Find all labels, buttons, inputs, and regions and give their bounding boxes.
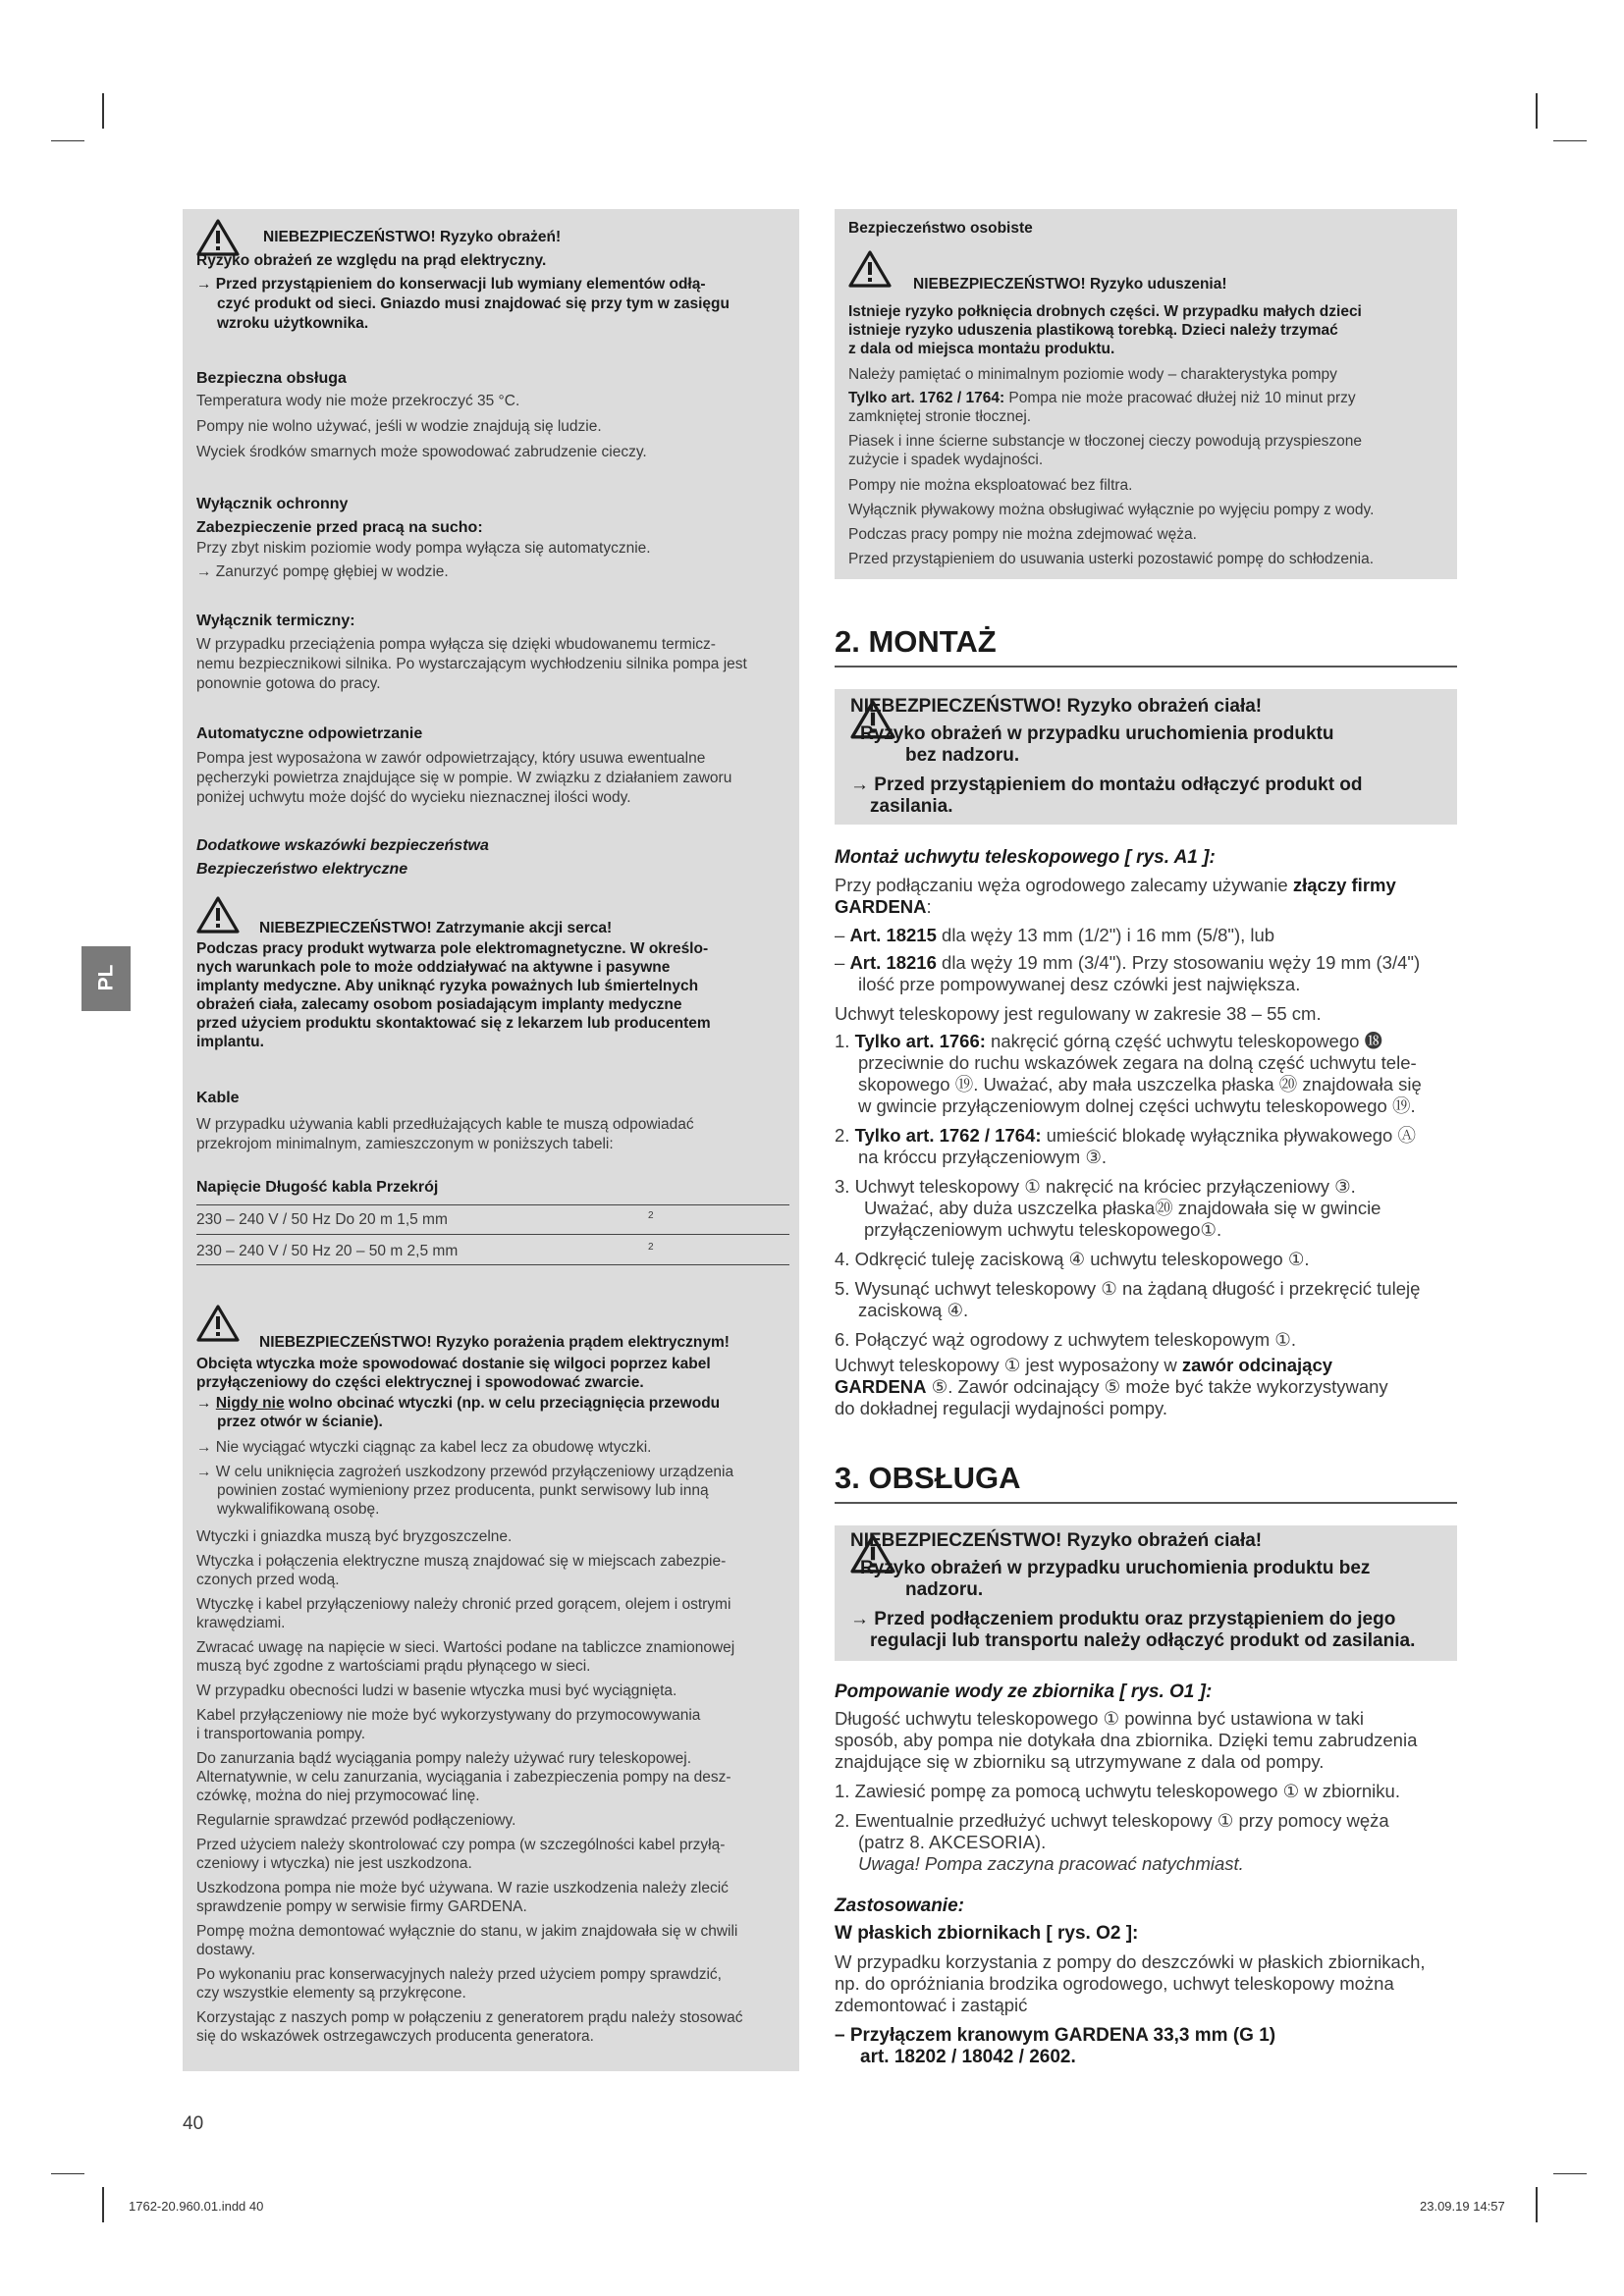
section-heading: Wyłącznik ochronny (196, 496, 349, 512)
footer-date: 23.09.19 14:57 (1420, 2199, 1505, 2214)
body-text: Wtyczkę i kabel przyłączeniowy należy chronić przed gorącem, olejem i ostrymi (196, 1596, 731, 1613)
subsection-heading: Montaż uchwytu teleskopowego [ rys. A1 ]: (835, 847, 1216, 868)
warning-text: → Przed podłączeniem produktu oraz przystąpieniem do jego (850, 1609, 1396, 1629)
step: 3. Uchwyt teleskopowy ① nakręcić na króciec przyłączeniowy ③. (835, 1176, 1356, 1197)
body-text: Wyłącznik pływakowy można obsługiwać wyłącznie po wyjęciu pompy z wody. (848, 502, 1375, 518)
body-text: Uchwyt teleskopowy jest regulowany w zakresie 38 – 55 cm. (835, 1003, 1322, 1024)
warning-title: NIEBEZPIECZEŃSTWO! Ryzyko uduszenia! (913, 276, 1227, 293)
warning-text: Ryzyko obrażeń w przypadku uruchomienia produktu bez (860, 1558, 1371, 1578)
superscript: 2 (648, 1210, 654, 1221)
body-text: → Nie wyciągać wtyczki ciągnąc za kabel lecz za obudowę wtyczki. (196, 1439, 652, 1456)
body-text: pęcherzyki powietrza znajdujące się w pompie. W związku z działaniem zaworu (196, 770, 732, 786)
section-subheading: Zabezpieczenie przed pracą na sucho: (196, 519, 483, 536)
body-text: Wtyczka i połączenia elektryczne muszą znajdować się w miejscach zabezpie- (196, 1553, 727, 1570)
body-text: przekrojom minimalnym, zamieszczonym w poniższych tabeli: (196, 1136, 614, 1152)
section-rule (835, 666, 1457, 667)
warning-title: NIEBEZPIECZEŃSTWO! Ryzyko obrażeń! (263, 229, 562, 245)
warning-text: implanty medyczne. Aby uniknąć ryzyka poważnych lub śmiertelnych (196, 978, 699, 994)
step: 2. Tylko art. 1762 / 1764: umieścić blokadę wyłącznika pływakowego Ⓐ (835, 1125, 1416, 1146)
body-text: krawędziami. (196, 1615, 286, 1631)
subsection-heading: Pompowanie wody ze zbiornika [ rys. O1 ]: (835, 1682, 1213, 1702)
section-rule (835, 1502, 1457, 1504)
warning-text: implantu. (196, 1034, 264, 1050)
body-text: Długość uchwytu teleskopowego ① powinna być ustawiona w taki (835, 1708, 1364, 1729)
body-text: dostawy. (196, 1942, 256, 1958)
warning-text: Ryzyko obrażeń w przypadku uruchomienia produktu (860, 723, 1334, 744)
body-text: czeniowy i wtyczka) nie jest uszkodzona. (196, 1855, 472, 1872)
body-text: Uszkodzona pompa nie może być używana. W razie uszkodzenia należy zlecić (196, 1880, 729, 1896)
warning-text: nadzoru. (905, 1579, 984, 1600)
body-text: np. do opróżniania brodzika ogrodowego, uchwyt teleskopowy można (835, 1973, 1394, 1994)
body-text: sposób, aby pompa nie dotykała dna zbiornika. Dzięki temu zabrudzenia (835, 1730, 1418, 1750)
crop-mark (1553, 2173, 1587, 2174)
step: 6. Połączyć wąż ogrodowy z uchwytem teleskopowym ①. (835, 1329, 1297, 1350)
warning-text: Ryzyko obrażeń ze względu na prąd elektryczny. (196, 252, 547, 269)
body-text: czonych przed wodą. (196, 1572, 340, 1588)
table-rule (196, 1264, 789, 1265)
body-text: Pompy nie wolno używać, jeśli w wodzie znajdują się ludzie. (196, 418, 602, 435)
body-text: wykwalifikowaną osobę. (217, 1501, 380, 1518)
warning-text: nych warunkach pole to może oddziaływać na aktywne i pasywne (196, 959, 671, 976)
section-heading: Automatyczne odpowietrzanie (196, 725, 423, 742)
body-text: Pompy nie można eksploatować bez filtra. (848, 477, 1133, 494)
body-text: W przypadku przeciążenia pompa wyłącza się dzięki wbudowanemu termicz- (196, 636, 716, 653)
body-text: Temperatura wody nie może przekroczyć 35 °C. (196, 393, 520, 409)
subsection-heading: W płaskich zbiornikach [ rys. O2 ]: (835, 1923, 1139, 1944)
warning-triangle-icon (196, 1304, 240, 1343)
step: zaciskową ④. (858, 1300, 969, 1320)
body-text: Przy podłączaniu węża ogrodowego zalecamy używanie złączy firmy (835, 875, 1396, 895)
body-text: czy wszystkie elementy są przykręcone. (196, 1985, 466, 2002)
body-text: muszą być zgodne z wartościami prądu płynącego w sieci. (196, 1658, 591, 1675)
step: 4. Odkręcić tuleję zaciskową ④ uchwytu teleskopowego ①. (835, 1249, 1310, 1269)
body-text: się do wskazówek ostrzegawczych producenta generatora. (196, 2028, 594, 2045)
warning-text: → Przed przystąpieniem do montażu odłączyć produkt od (850, 774, 1363, 795)
note: Uwaga! Pompa zaczyna pracować natychmiast. (858, 1853, 1244, 1874)
language-tab (81, 946, 131, 1011)
body-text: Uchwyt teleskopowy ① jest wyposażony w zawór odcinający (835, 1355, 1333, 1375)
warning-text: → Nigdy nie wolno obcinać wtyczki (np. w celu przeciągnięcia przewodu (196, 1395, 721, 1412)
body-text: Pompa jest wyposażona w zawór odpowietrzający, który usuwa ewentualne (196, 750, 706, 767)
body-text: Przed użyciem należy skontrolować czy pompa (w szczególności kabel przyłą- (196, 1837, 726, 1853)
warning-title: NIEBEZPIECZEŃSTWO! Zatrzymanie akcji serca! (259, 920, 613, 936)
list-item: – Art. 18216 dla węży 19 mm (3/4"). Przy stosowaniu węży 19 mm (3/4") (835, 952, 1421, 973)
crop-mark (51, 140, 84, 141)
body-text: Do zanurzania bądź wyciągania pompy należy używać rury teleskopowej. (196, 1750, 692, 1767)
warning-text: wzroku użytkownika. (217, 315, 369, 332)
warning-text: obrażeń ciała, zalecamy osobom posiadającym implanty medyczne (196, 996, 682, 1013)
warning-text: zasilania. (870, 796, 953, 817)
section-heading: Wyłącznik termiczny: (196, 613, 355, 629)
body-text: ponownie gotowa do pracy. (196, 675, 381, 692)
body-text: → Zanurzyć pompę głębiej w wodzie. (196, 563, 449, 580)
crop-mark (51, 2173, 84, 2174)
body-text: zużycie i spadek wydajności. (848, 452, 1044, 468)
body-text: powinien zostać wymieniony przez producenta, punkt serwisowy lub inną (217, 1482, 709, 1499)
table-row: 230 – 240 V / 50 Hz 20 – 50 m 2,5 mm (196, 1243, 459, 1259)
body-text: do dokładnej regulacji wydajności pompy. (835, 1398, 1168, 1418)
section-heading: Kable (196, 1090, 240, 1106)
section-title: 2. MONTAŻ (835, 624, 997, 659)
body-text: Kabel przyłączeniowy nie może być wykorzystywany do przymocowywania (196, 1707, 701, 1724)
warning-text: przyłączeniowy do części elektrycznej i spowodować zwarcie. (196, 1374, 644, 1391)
warning-triangle-icon (196, 895, 240, 934)
warning-text: → Przed przystąpieniem do konserwacji lub wymiany elementów odłą- (196, 276, 706, 293)
step: przeciwnie do ruchu wskazówek zegara na dolną część uchwytu tele- (858, 1052, 1417, 1073)
table-header: Napięcie Długość kabla Przekrój (196, 1179, 439, 1196)
warning-title: NIEBEZPIECZEŃSTWO! Ryzyko obrażeń ciała! (850, 696, 1263, 717)
warning-text: bez nadzoru. (905, 745, 1020, 766)
body-text: Wtyczki i gniazdka muszą być bryzgoszczelne. (196, 1528, 513, 1545)
body-text: Zwracać uwagę na napięcie w sieci. Wartości podane na tabliczce znamionowej (196, 1639, 735, 1656)
body-text: zamkniętej stronie tłocznej. (848, 408, 1032, 425)
list-item: art. 18202 / 18042 / 2602. (860, 2047, 1076, 2067)
body-text: znajdujące się w zbiorniku są utrzymywane z dala od pompy. (835, 1751, 1325, 1772)
body-text: W przypadku używania kabli przedłużających kable te muszą odpowiadać (196, 1116, 694, 1133)
body-text: zdemontować i zastąpić (835, 1995, 1028, 2015)
section-title: 3. OBSŁUGA (835, 1461, 1021, 1495)
warning-text: przed użyciem produktu skontaktować się z lekarzem lub producentem (196, 1015, 711, 1032)
body-text: W przypadku korzystania z pompy do deszczówki w płaskich zbiornikach, (835, 1951, 1426, 1972)
step: 5. Wysunąć uchwyt teleskopowy ① na żądaną długość i przekręcić tuleję (835, 1278, 1421, 1299)
step: 2. Ewentualnie przedłużyć uchwyt teleskopowy ① przy pomocy węża (835, 1810, 1389, 1831)
warning-triangle-icon (848, 249, 892, 289)
section-heading: Bezpieczna obsługa (196, 370, 347, 387)
crop-mark (1553, 140, 1587, 141)
warning-text: Podczas pracy produkt wytwarza pole elektromagnetyczne. W określo- (196, 940, 709, 957)
body-text: GARDENA ⑤. Zawór odcinający ⑤ może być także wykorzystywany (835, 1376, 1388, 1397)
body-text: nemu bezpiecznikowi silnika. Po wystarczającym wychłodzeniu silnika pompa jest (196, 656, 747, 672)
body-text: Tylko art. 1762 / 1764: Pompa nie może pracować dłużej niż 10 minut przy (848, 390, 1356, 406)
body-text: Po wykonaniu prac konserwacyjnych należy przed użyciem pompy sprawdzić, (196, 1966, 722, 1983)
table-row: 230 – 240 V / 50 Hz Do 20 m 1,5 mm (196, 1211, 448, 1228)
section-subheading: Bezpieczeństwo elektryczne (196, 861, 408, 878)
warning-text: istnieje ryzyko uduszenia plastikową torebką. Dzieci należy trzymać (848, 322, 1338, 339)
step: (patrz 8. AKCESORIA). (858, 1832, 1047, 1852)
body-text: Podczas pracy pompy nie można zdejmować węża. (848, 526, 1197, 543)
body-text: GARDENA: (835, 896, 932, 917)
step: Uważać, aby duża uszczelka płaska⑳ znajdowała się w gwincie (864, 1198, 1381, 1218)
step: 1. Zawiesić pompę za pomocą uchwytu teleskopowego ① w zbiorniku. (835, 1781, 1400, 1801)
list-item: – Art. 18215 dla węży 13 mm (1/2") i 16 mm (5/8"), lub (835, 925, 1275, 945)
body-text: Korzystając z naszych pomp w połączeniu z generatorem prądu należy stosować (196, 2009, 743, 2026)
step: skopowego ⑲. Uważać, aby mała uszczelka płaska ⑳ znajdowała się (858, 1074, 1422, 1095)
body-text: Wyciek środków smarnych może spowodować zabrudzenie cieczy. (196, 444, 647, 460)
warning-text: czyć produkt od sieci. Gniazdo musi znajdować się przy tym w zasięgu (217, 295, 730, 312)
step: przyłączeniowym uchwytu teleskopowego①. (864, 1219, 1222, 1240)
superscript: 2 (648, 1242, 654, 1253)
body-text: i transportowania pompy. (196, 1726, 366, 1742)
body-text: Należy pamiętać o minimalnym poziomie wody – charakterystyka pompy (848, 366, 1337, 383)
body-text: Alternatywnie, w celu zanurzania, wyciągania i zabezpieczenia pompy na desz- (196, 1769, 731, 1786)
warning-text: przez otwór w ścianie). (217, 1414, 383, 1430)
table-rule (196, 1204, 789, 1205)
crop-mark (102, 2187, 104, 2222)
body-text: Pompę można demontować wyłącznie do stanu, w jakim znajdowała się w chwili (196, 1923, 738, 1940)
crop-mark (102, 93, 104, 129)
footer-file-name: 1762-20.960.01.indd 40 (129, 2199, 264, 2214)
table-rule (196, 1234, 789, 1235)
section-heading: Dodatkowe wskazówki bezpieczeństwa (196, 837, 489, 854)
step: w gwincie przyłączeniowym dolnej części uchwytu teleskopowego ⑲. (858, 1095, 1416, 1116)
step: na króccu przyłączeniowym ③. (858, 1147, 1108, 1167)
body-text: Regularnie sprawdzać przewód podłączeniowy. (196, 1812, 516, 1829)
list-item: – Przyłączem kranowym GARDENA 33,3 mm (G 1) (835, 2025, 1276, 2046)
step: 1. Tylko art. 1766: nakręcić górną część uchwytu teleskopowego ⓲ (835, 1031, 1383, 1051)
crop-mark (1536, 93, 1538, 129)
page-number: 40 (183, 2113, 204, 2134)
section-heading: Bezpieczeństwo osobiste (848, 220, 1033, 237)
body-text: → W celu uniknięcia zagrożeń uszkodzony przewód przyłączeniowy urządzenia (196, 1464, 734, 1480)
body-text: Piasek i inne ścierne substancje w tłoczonej cieczy powodują przyspieszone (848, 433, 1362, 450)
crop-mark (1536, 2187, 1538, 2222)
warning-text: regulacji lub transportu należy odłączyć produkt od zasilania. (870, 1630, 1416, 1651)
warning-title: NIEBEZPIECZEŃSTWO! Ryzyko obrażeń ciała! (850, 1530, 1263, 1551)
language-tab-label: PL (94, 964, 118, 991)
body-text: sprawdzenie pompy w serwisie firmy GARDENA. (196, 1898, 527, 1915)
warning-title: NIEBEZPIECZEŃSTWO! Ryzyko porażenia prądem elektrycznym! (259, 1334, 730, 1351)
subsection-heading: Zastosowanie: (835, 1896, 964, 1916)
body-text: W przypadku obecności ludzi w basenie wtyczka musi być wyciągnięta. (196, 1682, 677, 1699)
body-text: Przy zbyt niskim poziomie wody pompa wyłącza się automatycznie. (196, 540, 651, 557)
body-text: poniżej uchwytu może dojść do wycieku nieznacznej ilości wody. (196, 789, 631, 806)
warning-text: Obcięta wtyczka może spowodować dostanie się wilgoci poprzez kabel (196, 1356, 711, 1372)
body-text: Przed przystąpieniem do usuwania usterki pozostawić pompę do schłodzenia. (848, 551, 1375, 567)
body-text: czówkę, można do niej przymocować linę. (196, 1788, 480, 1804)
warning-text: z dala od miejsca montażu produktu. (848, 341, 1115, 357)
list-item: ilość prze pompowywanej desz czówki jest największa. (858, 974, 1301, 994)
warning-text: Istnieje ryzyko połknięcia drobnych części. W przypadku małych dzieci (848, 303, 1362, 320)
